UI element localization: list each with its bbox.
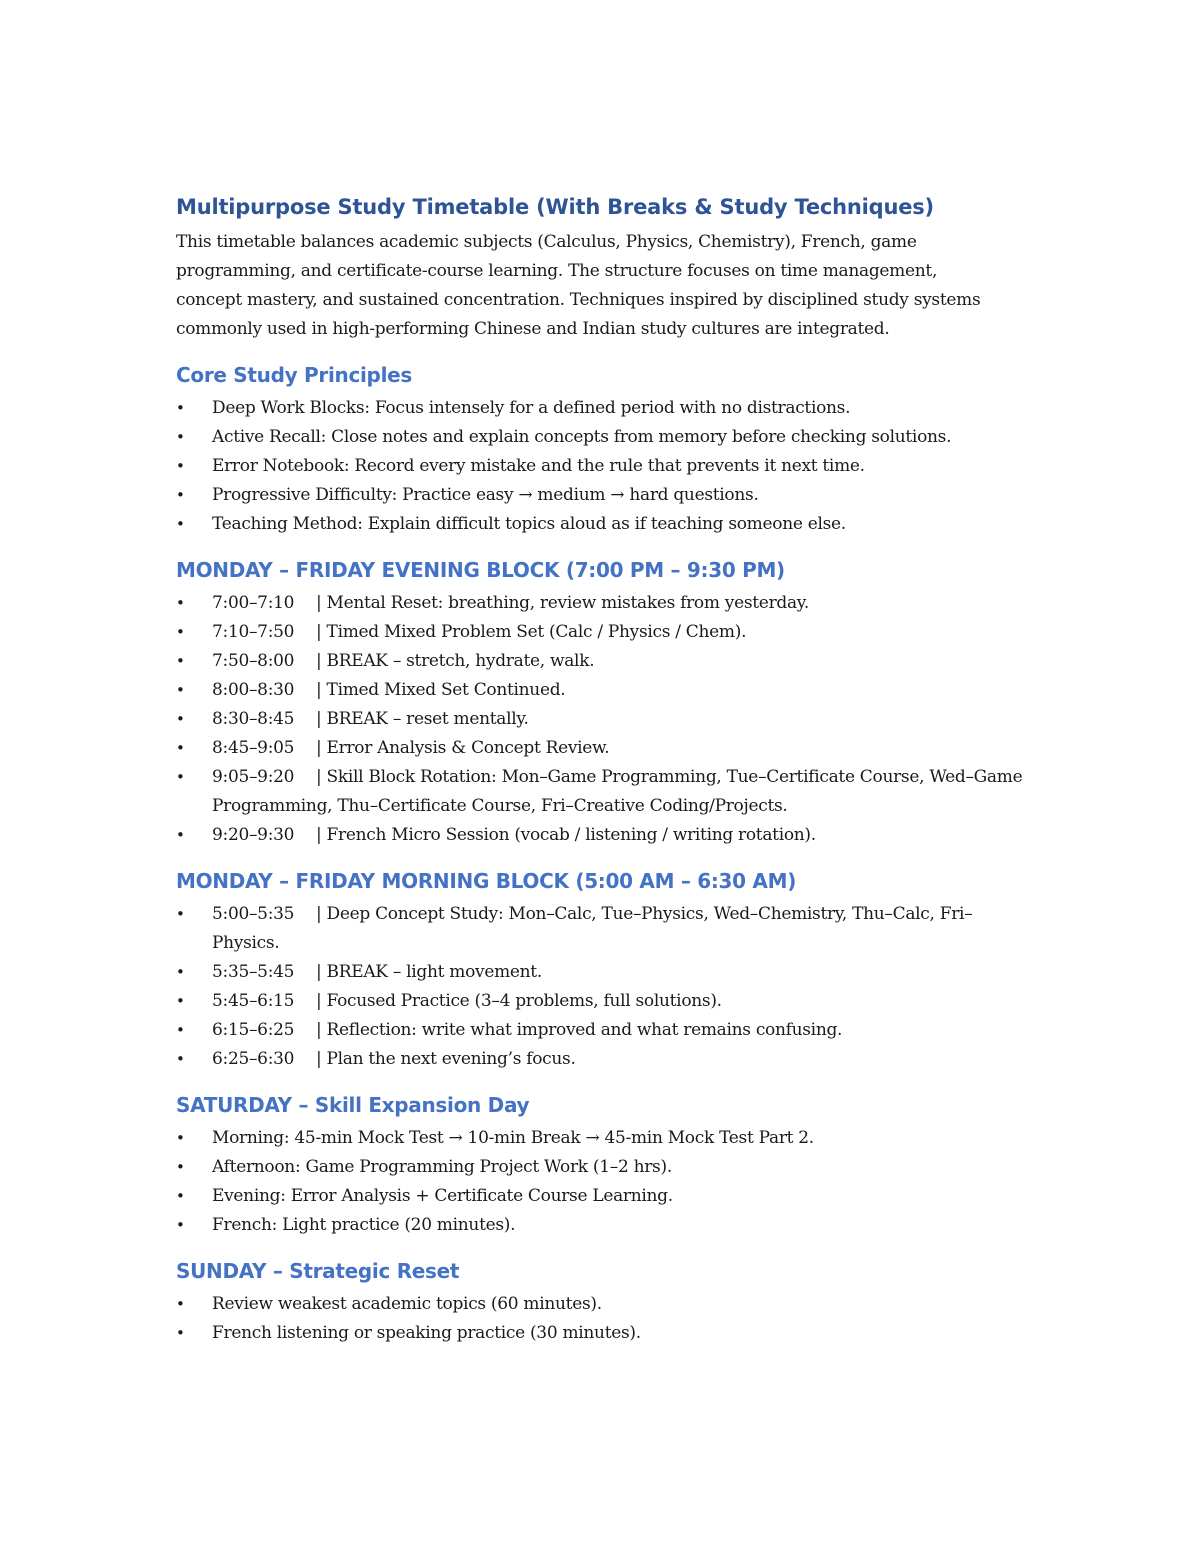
list-item xyxy=(176,763,1036,821)
time-range: 5:35–5:45 xyxy=(212,962,295,982)
bullet-icon: • xyxy=(176,1187,185,1205)
item-text: Afternoon: Game Programming Project Work (1–2 hrs). xyxy=(212,1157,672,1177)
section-heading: Core Study Principles xyxy=(176,363,412,387)
item-text: | BREAK – reset mentally. xyxy=(316,709,529,729)
item-text: | French Micro Session (vocab / listening / writing rotation). xyxy=(316,825,816,845)
item-text: | Plan the next evening’s focus. xyxy=(316,1049,576,1069)
bullet-icon: • xyxy=(176,486,185,504)
item-text: French listening or speaking practice (30 minutes). xyxy=(212,1323,641,1343)
list-item xyxy=(176,1319,1036,1348)
section-heading: MONDAY – FRIDAY EVENING BLOCK (7:00 PM – 9:30 PM) xyxy=(176,558,785,582)
bullet-icon: • xyxy=(176,681,185,699)
item-text: | Reflection: write what improved and what remains confusing. xyxy=(316,1020,843,1040)
list-item xyxy=(176,510,1036,539)
list-item xyxy=(176,958,1036,987)
section-list xyxy=(176,589,1036,850)
item-text: Progressive Difficulty: Practice easy → medium → hard questions. xyxy=(212,485,759,505)
item-text: | Focused Practice (3–4 problems, full solutions). xyxy=(316,991,722,1011)
section-list xyxy=(176,900,1036,1074)
bullet-icon: • xyxy=(176,428,185,446)
list-item xyxy=(176,1016,1036,1045)
time-range: 6:15–6:25 xyxy=(212,1020,295,1040)
bullet-icon: • xyxy=(176,826,185,844)
item-text: Teaching Method: Explain difficult topics aloud as if teaching someone else. xyxy=(212,514,846,534)
bullet-icon: • xyxy=(176,594,185,612)
bullet-icon: • xyxy=(176,739,185,757)
list-item xyxy=(176,452,1036,481)
list-item xyxy=(176,481,1036,510)
section-list xyxy=(176,1290,1036,1348)
item-text: | Skill Block Rotation: Mon–Game Programming, Tue–Certificate Course, Wed–Game Programming, Thu–Certificate Course, Fri–Creative Coding/Projects. xyxy=(212,767,1023,816)
item-text: French: Light practice (20 minutes). xyxy=(212,1215,516,1235)
list-item xyxy=(176,589,1036,618)
item-text: | BREAK – stretch, hydrate, walk. xyxy=(316,651,595,671)
document-title: Multipurpose Study Timetable (With Breaks & Study Techniques) xyxy=(176,195,934,219)
section-heading: SUNDAY – Strategic Reset xyxy=(176,1259,460,1283)
bullet-icon: • xyxy=(176,399,185,417)
intro-paragraph: This timetable balances academic subjects (Calculus, Physics, Chemistry), French, game programming, and certificate-course learning. The structure focuses on time management, concept mastery, and sustained concentration. Techniques inspired by disciplined study systems commonly used in high-performing Chinese and Indian study cultures are integrated. xyxy=(176,232,981,339)
bullet-icon: • xyxy=(176,1158,185,1176)
list-item xyxy=(176,423,1036,452)
bullet-icon: • xyxy=(176,623,185,641)
time-range: 8:30–8:45 xyxy=(212,709,295,729)
bullet-icon: • xyxy=(176,652,185,670)
bullet-icon: • xyxy=(176,1050,185,1068)
item-text: Evening: Error Analysis + Certificate Course Learning. xyxy=(212,1186,673,1206)
item-text: | Error Analysis & Concept Review. xyxy=(316,738,610,758)
bullet-icon: • xyxy=(176,710,185,728)
list-item xyxy=(176,394,1036,423)
item-text: | Timed Mixed Set Continued. xyxy=(316,680,566,700)
bullet-icon: • xyxy=(176,963,185,981)
list-item xyxy=(176,900,1036,958)
sections-container xyxy=(176,360,1036,1348)
time-range: 7:10–7:50 xyxy=(212,622,295,642)
list-item xyxy=(176,1211,1036,1240)
item-text: | Mental Reset: breathing, review mistakes from yesterday. xyxy=(316,593,809,613)
time-range: 5:45–6:15 xyxy=(212,991,295,1011)
item-text: | Timed Mixed Problem Set (Calc / Physics / Chem). xyxy=(316,622,747,642)
list-item xyxy=(176,1045,1036,1074)
bullet-icon: • xyxy=(176,1295,185,1313)
list-item xyxy=(176,1182,1036,1211)
section-list xyxy=(176,394,1036,539)
bullet-icon: • xyxy=(176,1129,185,1147)
bullet-icon: • xyxy=(176,768,185,786)
bullet-icon: • xyxy=(176,992,185,1010)
bullet-icon: • xyxy=(176,515,185,533)
time-range: 8:00–8:30 xyxy=(212,680,295,700)
time-range: 9:20–9:30 xyxy=(212,825,295,845)
bullet-icon: • xyxy=(176,905,185,923)
item-text: Active Recall: Close notes and explain concepts from memory before checking solutions. xyxy=(212,427,952,447)
time-range: 7:00–7:10 xyxy=(212,593,295,613)
item-text: Error Notebook: Record every mistake and the rule that prevents it next time. xyxy=(212,456,865,476)
bullet-icon: • xyxy=(176,1324,185,1342)
bullet-icon: • xyxy=(176,1021,185,1039)
list-item xyxy=(176,987,1036,1016)
item-text: Morning: 45-min Mock Test → 10-min Break → 45-min Mock Test Part 2. xyxy=(212,1128,814,1148)
list-item xyxy=(176,647,1036,676)
time-range: 9:05–9:20 xyxy=(212,767,295,787)
bullet-icon: • xyxy=(176,1216,185,1234)
section-heading: SATURDAY – Skill Expansion Day xyxy=(176,1093,530,1117)
list-item xyxy=(176,705,1036,734)
document-page xyxy=(176,192,1036,1348)
time-range: 5:00–5:35 xyxy=(212,904,295,924)
list-item xyxy=(176,1124,1036,1153)
time-range: 7:50–8:00 xyxy=(212,651,295,671)
item-text: Review weakest academic topics (60 minutes). xyxy=(212,1294,602,1314)
section-heading: MONDAY – FRIDAY MORNING BLOCK (5:00 AM – 6:30 AM) xyxy=(176,869,797,893)
section-list xyxy=(176,1124,1036,1240)
list-item xyxy=(176,734,1036,763)
item-text: | Deep Concept Study: Mon–Calc, Tue–Physics, Wed–Chemistry, Thu–Calc, Fri–Physics. xyxy=(212,904,973,953)
list-item xyxy=(176,676,1036,705)
item-text: Deep Work Blocks: Focus intensely for a defined period with no distractions. xyxy=(212,398,851,418)
bullet-icon: • xyxy=(176,457,185,475)
time-range: 8:45–9:05 xyxy=(212,738,295,758)
item-text: | BREAK – light movement. xyxy=(316,962,542,982)
list-item xyxy=(176,1290,1036,1319)
list-item xyxy=(176,1153,1036,1182)
list-item xyxy=(176,821,1036,850)
list-item xyxy=(176,618,1036,647)
time-range: 6:25–6:30 xyxy=(212,1049,295,1069)
